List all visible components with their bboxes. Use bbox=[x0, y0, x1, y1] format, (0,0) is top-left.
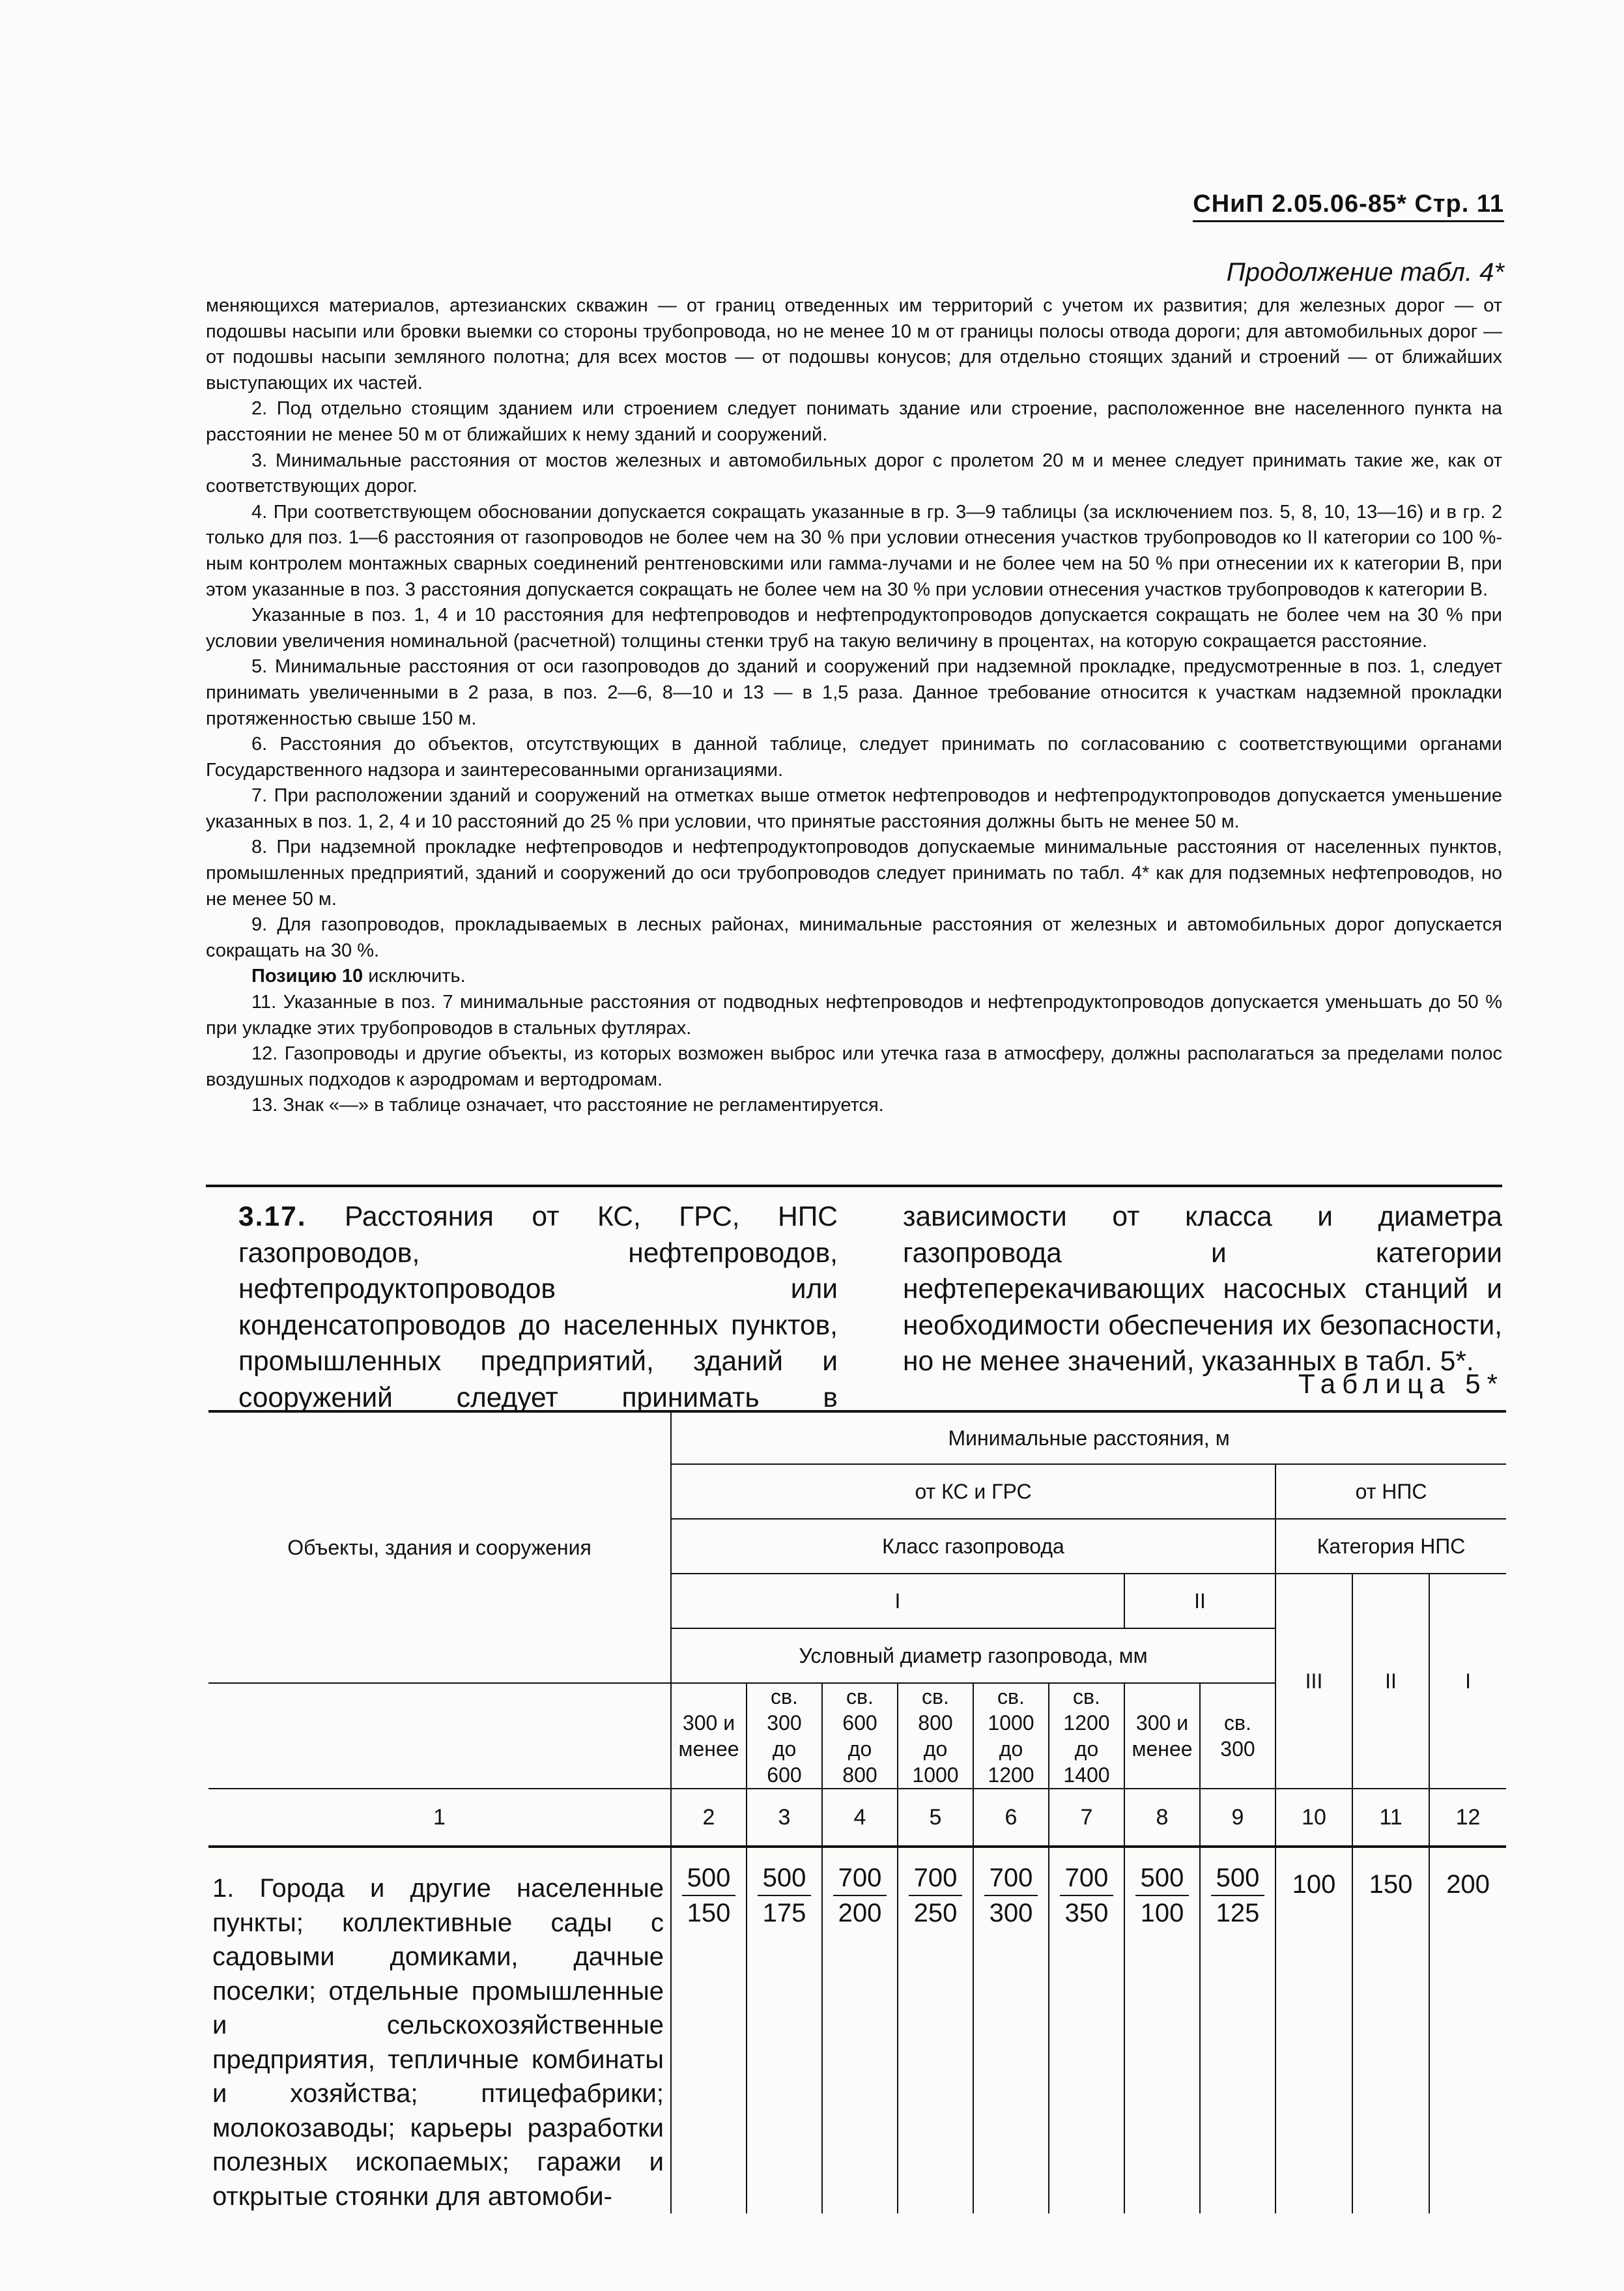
diameter-line: св. bbox=[1073, 1685, 1100, 1708]
column-number: 4 bbox=[822, 1789, 898, 1847]
from-nps-header: от НПС bbox=[1275, 1464, 1506, 1519]
value-cell bbox=[747, 1847, 822, 2213]
objects-header: Объекты, здания и сооружения bbox=[208, 1411, 671, 1683]
value-cell bbox=[973, 1847, 1049, 2213]
diameter-line: 1400 bbox=[1063, 1763, 1110, 1787]
diameter-cell bbox=[747, 1683, 822, 1789]
diameter-header: Условный диаметр газопровода, мм bbox=[671, 1628, 1275, 1683]
column-number: 9 bbox=[1200, 1789, 1275, 1847]
diameter-cell bbox=[671, 1683, 747, 1789]
diameter-row-blank bbox=[208, 1683, 671, 1789]
column-number: 3 bbox=[747, 1789, 822, 1847]
denominator: 350 bbox=[1064, 1899, 1109, 1927]
column-number: 11 bbox=[1352, 1789, 1429, 1847]
diameter-line: 300 и bbox=[682, 1711, 735, 1735]
value-cell bbox=[898, 1847, 973, 2213]
numerator: 500 bbox=[1135, 1861, 1190, 1896]
diameter-line: до bbox=[772, 1737, 797, 1761]
note-3: 3. Минимальные расстояния от мостов железных и автомобильных дорог с пролетом 20 м и менее следует принимать такие же, как от соответствующих дорог. bbox=[206, 450, 1502, 497]
note-4-continued: Указанные в поз. 1, 4 и 10 расстояния для нефтепроводов и нефтепродуктопроводов допускается сокращать не более чем на 30 % при условии увеличения номинальной (расчетной) толщины стенки труб на такую величину в процентах, на которую сокращается расстояние. bbox=[206, 605, 1502, 652]
section-separator bbox=[206, 1185, 1502, 1187]
value-cell bbox=[1275, 1847, 1352, 2213]
diameter-line: 1000 bbox=[912, 1763, 959, 1787]
fraction bbox=[1211, 1861, 1265, 1930]
numerator: 500 bbox=[682, 1861, 736, 1896]
category-i-header: I bbox=[1429, 1574, 1506, 1789]
denominator: 200 bbox=[838, 1899, 882, 1927]
diameter-line: св. bbox=[771, 1685, 798, 1708]
from-ks-header: от КС и ГРС bbox=[671, 1464, 1275, 1519]
numerator: 700 bbox=[984, 1861, 1038, 1896]
numerator: 500 bbox=[758, 1861, 812, 1896]
fraction bbox=[984, 1861, 1038, 1930]
column-number: 7 bbox=[1049, 1789, 1124, 1847]
diameter-line: 1200 bbox=[988, 1763, 1034, 1787]
diameter-line: 300 bbox=[767, 1711, 802, 1735]
note-text: меняющихся материалов, артезианских скважин — от границ отведенных им территорий с учетом их развития; для железных дорог — от подошвы насыпи или бровки выемки со стороны трубопровода, но не менее 10 м от границы полосы отвода дороги; для автомобильных дорог — от подошвы насыпи земляного полотна; для всех мостов — от подошвы конусов; для отдельно стоящих зданий и строений — от ближайших выступающих их частей. bbox=[206, 295, 1502, 394]
diameter-line: до bbox=[923, 1737, 948, 1761]
note-6: 6. Расстояния до объектов, отсутствующих в данной таблице, следует принимать по согласованию с соответствующими органами Государственного надзора и заинтересованными организациями. bbox=[206, 734, 1502, 781]
diameter-line: до bbox=[999, 1737, 1023, 1761]
diameter-cell bbox=[1124, 1683, 1200, 1789]
diameter-cell bbox=[1200, 1683, 1275, 1789]
denominator: 175 bbox=[762, 1899, 806, 1927]
diameter-line: до bbox=[848, 1737, 872, 1761]
distance-table bbox=[208, 1410, 1506, 2213]
value-cell bbox=[1200, 1847, 1275, 2213]
value-cell bbox=[1124, 1847, 1200, 2213]
diameter-cell bbox=[973, 1683, 1049, 1789]
note-8: 8. При надземной прокладке нефтепроводов и нефтепродуктопроводов допускаемые минимальные расстояния от населенных пунктов, промышленных предприятий, зданий и сооружений до оси трубопроводов следует принимать по табл. 4* как для подземных нефтепроводов, но не менее 50 м. bbox=[206, 837, 1502, 910]
diameter-cell bbox=[822, 1683, 898, 1789]
diameter-cell bbox=[1049, 1683, 1124, 1789]
column-number: 2 bbox=[671, 1789, 747, 1847]
diameter-line: 600 bbox=[767, 1763, 802, 1787]
column-number: 12 bbox=[1429, 1789, 1506, 1847]
denominator: 125 bbox=[1216, 1899, 1260, 1927]
note-13: 13. Знак «—» в таблице означает, что расстояние не регламентируется. bbox=[251, 1095, 884, 1116]
note-10 bbox=[206, 964, 1502, 990]
denominator: 250 bbox=[913, 1899, 958, 1927]
diameter-line: 800 bbox=[918, 1711, 953, 1735]
gas-class-header: Класс газопровода bbox=[671, 1519, 1275, 1574]
note-2: 2. Под отдельно стоящим зданием или строением следует понимать здание или строение, расположенное вне населенного пункта на расстоянии не менее 50 м от ближайших к нему зданий и сооружений. bbox=[206, 398, 1502, 445]
fraction bbox=[758, 1861, 812, 1930]
fraction bbox=[682, 1861, 736, 1930]
value-cell bbox=[671, 1847, 747, 2213]
nps-value: 100 bbox=[1292, 1870, 1336, 1899]
value-cell bbox=[822, 1847, 898, 2213]
page-header bbox=[1193, 190, 1504, 218]
nps-category-header: Категория НПС bbox=[1275, 1519, 1506, 1574]
diameter-line: 800 bbox=[842, 1763, 877, 1787]
nps-value: 200 bbox=[1446, 1870, 1490, 1899]
fraction bbox=[1135, 1861, 1190, 1930]
table-row bbox=[208, 1847, 1506, 2213]
numerator: 700 bbox=[833, 1861, 887, 1896]
class-ii-header: II bbox=[1124, 1574, 1275, 1628]
diameter-line: 300 bbox=[1220, 1737, 1255, 1761]
denominator: 150 bbox=[687, 1899, 731, 1927]
value-cell bbox=[1429, 1847, 1506, 2213]
diameter-cell bbox=[898, 1683, 973, 1789]
diameter-line: св. bbox=[1224, 1711, 1251, 1735]
diameter-line: 1200 bbox=[1063, 1711, 1110, 1735]
diameter-line: 600 bbox=[842, 1711, 877, 1735]
numerator: 500 bbox=[1211, 1861, 1265, 1896]
header-rule bbox=[1193, 220, 1504, 222]
fraction bbox=[909, 1861, 963, 1930]
diameter-line: 300 и bbox=[1135, 1711, 1189, 1735]
diameter-line: св. bbox=[997, 1685, 1025, 1708]
note-12: 12. Газопроводы и другие объекты, из которых возможен выброс или утечка газа в атмосферу, должны располагаться за пределами полос воздушных подходов к аэродромам и вертодромам. bbox=[206, 1043, 1502, 1090]
category-ii-header: II bbox=[1352, 1574, 1429, 1789]
column-number: 5 bbox=[898, 1789, 973, 1847]
diameter-line: св. bbox=[846, 1685, 874, 1708]
table-notes bbox=[206, 293, 1502, 1119]
note-5: 5. Минимальные расстояния от оси газопроводов до зданий и сооружений при надземной прокладке, предусмотренные в поз. 1, следует принимать увеличенными в 2 раза, в поз. 2—6, 8—10 и 13 — в 1,5 раза. Данное требование относится к участкам надземной прокладки протяженностью свыше 150 м. bbox=[206, 656, 1502, 729]
diameter-line: менее bbox=[1132, 1737, 1193, 1761]
note-10-rest: исключить. bbox=[363, 966, 466, 987]
denominator: 100 bbox=[1140, 1899, 1184, 1927]
column-number: 1 bbox=[208, 1789, 671, 1847]
note-10-bold: Позицию 10 bbox=[251, 966, 363, 987]
numerator: 700 bbox=[909, 1861, 963, 1896]
table-caption: Таблица 5* bbox=[1298, 1368, 1504, 1399]
nps-value: 150 bbox=[1369, 1870, 1413, 1899]
min-distances-header: Минимальные расстояния, м bbox=[671, 1411, 1506, 1464]
diameter-line: до bbox=[1074, 1737, 1099, 1761]
table-continuation-label: Продолжение табл. 4* bbox=[1226, 258, 1504, 287]
column-number: 6 bbox=[973, 1789, 1049, 1847]
category-iii-header: III bbox=[1275, 1574, 1352, 1789]
column-number: 10 bbox=[1275, 1789, 1352, 1847]
diameter-line: св. bbox=[922, 1685, 949, 1708]
fraction bbox=[1060, 1861, 1114, 1930]
value-cell bbox=[1352, 1847, 1429, 2213]
header-text: СНиП 2.05.06-85* Стр. 11 bbox=[1193, 190, 1504, 218]
column-numbers-row bbox=[208, 1789, 1506, 1847]
denominator: 300 bbox=[989, 1899, 1033, 1927]
column-number: 8 bbox=[1124, 1789, 1200, 1847]
diameter-line: 1000 bbox=[988, 1711, 1034, 1735]
diameter-line: менее bbox=[678, 1737, 739, 1761]
value-cell bbox=[1049, 1847, 1124, 2213]
note-7: 7. При расположении зданий и сооружений на отметках выше отметок нефтепроводов и нефтепродуктопроводов допускается уменьшение указанных в поз. 1, 2, 4 и 10 расстояний до 25 % при условии, что принятые расстояния должны быть не менее 50 м. bbox=[206, 785, 1502, 832]
section-number: 3.17. bbox=[238, 1202, 307, 1232]
numerator: 700 bbox=[1060, 1861, 1114, 1896]
note-9: 9. Для газопроводов, прокладываемых в лесных районах, минимальные расстояния от железных и автомобильных дорог допускается сокращать на 30 %. bbox=[206, 914, 1502, 961]
object-cell bbox=[208, 1847, 671, 2213]
section-text: Расстояния от КС, ГРС, НПС газопроводов, нефтепроводов, нефтепродуктопроводов или конденсатопроводов до населенных пунктов, промышленных предприятий, зданий и сооружений следует принимать в зависимости от класса и диаметра газопровода и категории нефтеперекачивающих насосных станций и необходимости обеспечения их безопасности, но не менее значений, указанных в табл. 5*. bbox=[238, 1202, 1502, 1413]
fraction bbox=[833, 1861, 887, 1930]
note-11: 11. Указанные в поз. 7 минимальные расстояния от подводных нефтепроводов и нефтепродуктопроводов допускается уменьшать до 50 % при укладке этих трубопроводов в стальных футлярах. bbox=[206, 992, 1502, 1039]
class-i-header: I bbox=[671, 1574, 1124, 1628]
note-4: 4. При соответствующем обосновании допускается сокращать указанные в гр. 3—9 таблицы (за исключением поз. 5, 8, 10, 13—16) и в гр. 2 только для поз. 1—6 расстояния от газопроводов не более чем на 30 % при условии отнесения участков трубопроводов ко II категории со 100 %-ным контролем монтажных сварных соединений рентгеновскими или гамма-лучами и не более чем на 50 % при отнесении их к категории В, при этом указанные в поз. 3 расстояния допускается сокращать не более чем на 30 % при условии отнесения участков трубопроводов к категории В. bbox=[206, 501, 1502, 600]
object-description: 1. Города и другие населенные пункты; коллективные сады с садовыми домиками, дачные поселки; отдельные промышленные и сельскохозяйственные предприятия, тепличные комбинаты и хозяйства; птицефабрики; молокозаводы; карьеры разработки полезных ископаемых; гаражи и открытые стоянки для автомоби- bbox=[212, 1874, 664, 2211]
